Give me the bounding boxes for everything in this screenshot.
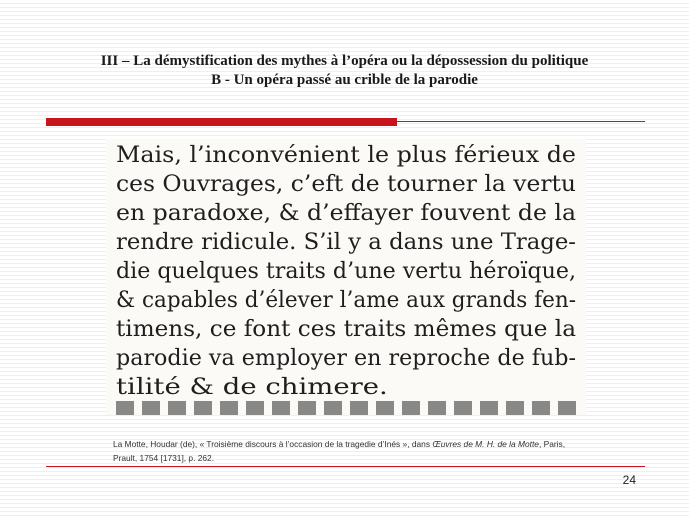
slide-title-line-1: III – La démystification des mythes à l’opéra ou la dépossession du politique	[100, 53, 589, 69]
slide-title	[0, 52, 689, 90]
quote-line: tilité & de chimere.	[116, 375, 388, 400]
quote-line: timens, ce font ces traits mêmes que la	[116, 317, 576, 342]
title-underline-thick	[46, 118, 397, 126]
quote-line: & capables d’élever l’ame aux grands fen-	[116, 288, 576, 313]
quote-line: ces Ouvrages, c’eft de tourner la vertu	[116, 172, 576, 197]
quote-line: rendre ridicule. S’il y a dans une Trage-	[116, 230, 576, 255]
citation-author: La Motte, Houdar (de), « Troisième discours à l’occasion de la tragedie d’Inés », dans	[113, 439, 433, 449]
quote-line: Mais, l’inconvénient le plus férieux de	[116, 143, 576, 168]
scanned-quote-image	[106, 139, 586, 415]
citation-work-title: Œuvres de M. H. de la Motte	[432, 439, 539, 449]
title-underline-thin	[397, 121, 645, 122]
cut-off-text-line	[116, 401, 576, 415]
slide-title-line-2: B - Un opéra passé au crible de la parodie	[211, 72, 478, 88]
citation	[113, 437, 591, 465]
quote-line: en paradoxe, & d’effayer fouvent de la	[116, 201, 576, 226]
quote-line: die quelques traits d’une vertu héroïque,	[116, 259, 576, 284]
footer-rule	[46, 466, 645, 467]
citation-publication: , Paris, Prault, 1754 [1731], p. 262.	[113, 439, 566, 463]
page-number: 24	[622, 473, 636, 487]
quote-line: parodie va employer en reproche de fub-	[116, 346, 576, 371]
